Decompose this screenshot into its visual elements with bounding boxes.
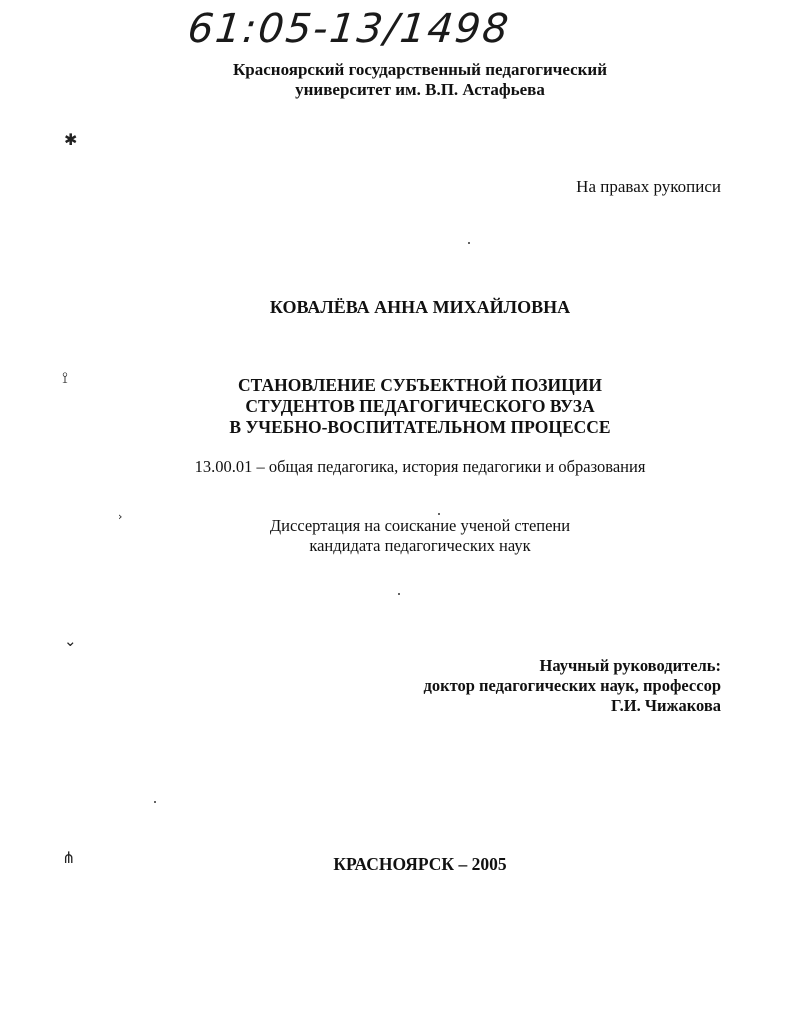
dissertation-title — [120, 375, 720, 438]
scan-artifact-icon: ✱ — [64, 130, 78, 149]
university-name — [120, 60, 720, 100]
specialty-code: 13.00.01 – общая педагогика, история педагогики и образования — [194, 457, 646, 476]
degree-line-1: Диссертация на соискание ученой степени — [269, 516, 571, 535]
supervisor-name: Г.И. Чижакова — [611, 696, 721, 715]
degree-line-2: кандидата педагогических наук — [309, 536, 531, 555]
supervisor-block — [360, 656, 721, 716]
scan-artifact-icon: › — [118, 510, 123, 523]
scan-speck — [468, 242, 470, 244]
handwritten-catalog-number: 61:05-13/1498 — [185, 6, 513, 52]
university-line-1: Красноярский государственный педагогический — [232, 60, 608, 79]
title-line-2: СТУДЕНТОВ ПЕДАГОГИЧЕСКОГО ВУЗА — [245, 396, 595, 416]
scan-speck — [438, 513, 440, 515]
title-line-3: В УЧЕБНО-ВОСПИТАТЕЛЬНОМ ПРОЦЕССЕ — [229, 417, 611, 437]
supervisor-label: Научный руководитель: — [539, 656, 721, 675]
scan-artifact-icon: ⌄ — [64, 632, 77, 650]
city-year: КРАСНОЯРСК – 2005 — [333, 854, 507, 874]
degree-statement — [120, 516, 720, 556]
scan-artifact-icon: ⋔ — [62, 848, 76, 867]
title-line-1: СТАНОВЛЕНИЕ СУБЪЕКТНОЙ ПОЗИЦИИ — [238, 375, 602, 395]
university-line-2: университет им. В.П. Астафьева — [295, 80, 545, 99]
scan-speck — [154, 801, 156, 803]
author-name: КОВАЛЁВА АННА МИХАЙЛОВНА — [269, 297, 571, 317]
scan-speck — [398, 593, 400, 595]
rights-note: На правах рукописи — [576, 177, 721, 196]
scan-artifact-icon: ⟟ — [62, 368, 68, 387]
supervisor-degree: доктор педагогических наук, профессор — [423, 676, 721, 695]
